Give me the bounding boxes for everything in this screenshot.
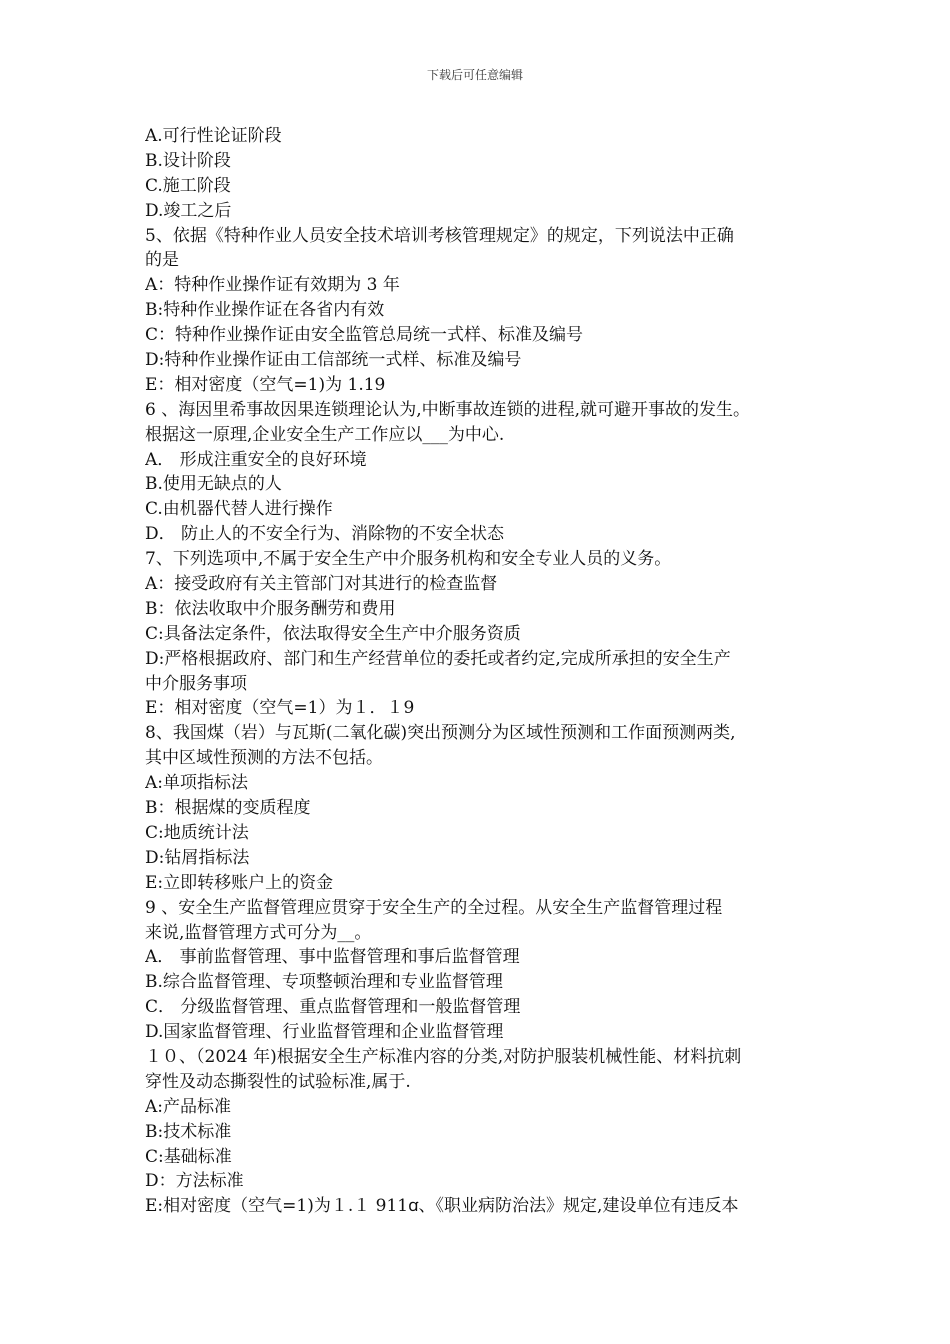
text-line: B：依法收取中介服务酬劳和费用 [145,598,396,619]
text-line: C.施工阶段 [145,175,231,196]
text-line: E：相对密度（空气=1)为 1.19 [145,374,386,395]
text-line: B.使用无缺点的人 [145,474,282,495]
text-line: 穿性及动态撕裂性的试验标准,属于. [145,1071,411,1092]
text-line: C． 分级监督管理、重点监督管理和一般监督管理 [145,997,521,1018]
text-line: 的是 [145,250,179,271]
text-line: 根据这一原理,企业安全生产工作应以___为中心. [145,424,505,445]
text-line: 中介服务事项 [145,673,247,694]
text-line: 来说,监督管理方式可分为__。 [145,922,372,943]
text-line: C.由机器代替人进行操作 [145,499,333,520]
text-line: B.综合监督管理、专项整顿治理和专业监督管理 [145,972,503,993]
text-line: E:相对密度（空气=1)为１.１ 911ꭤ、《职业病防治法》规定,建设单位有违反本 [145,1196,739,1217]
text-line: A：接受政府有关主管部门对其进行的检查监督 [145,574,498,595]
text-line: A:单项指标法 [145,773,249,794]
text-line: C：特种作业操作证由安全监管总局统一式样、标准及编号 [145,325,584,346]
text-line: 其中区域性预测的方法不包括。 [145,748,383,769]
text-line: A.可行性论证阶段 [145,126,282,146]
text-line: D． 防止人的不安全行为、消除物的不安全状态 [145,524,505,545]
text-line: A． 形成注重安全的良好环境 [145,449,367,470]
text-line: D:特种作业操作证由工信部统一式样、标准及编号 [145,350,522,371]
text-line: B：根据煤的变质程度 [145,798,311,819]
text-line: C:基础标准 [145,1146,232,1167]
text-line: 8、我国煤（岩）与瓦斯(二氧化碳)突出预测分为区域性预测和工作面预测两类, [145,723,736,744]
text-line: D.竣工之后 [145,200,232,221]
text-line: A：特种作业操作证有效期为 3 年 [145,275,400,296]
text-line: E：相对密度（空气=1）为１．１9 [145,698,415,719]
text-line: D.国家监督管理、行业监督管理和企业监督管理 [145,1022,504,1043]
text-line: A． 事前监督管理、事中监督管理和事后监督管理 [145,947,520,968]
text-line: １０、（2024 年)根据安全生产标准内容的分类,对防护服装机械性能、材料抗刺 [145,1046,742,1067]
text-line: 5、依据《特种作业人员安全技术培训考核管理规定》的规定，下列说法中正确 [145,225,734,246]
document-body [145,124,825,1219]
text-line: C:具备法定条件，依法取得安全生产中介服务资质 [145,623,521,644]
text-line: D：方法标准 [145,1171,244,1192]
text-line: C:地质统计法 [145,822,249,843]
text-line: E:立即转移账户上的资金 [145,872,334,893]
text-line: B.设计阶段 [145,150,231,171]
text-line: A:产品标准 [145,1096,232,1117]
text-line: 9 、安全生产监督管理应贯穿于安全生产的全过程。从安全生产监督管理过程 [145,897,723,918]
text-line: D:严格根据政府、部门和生产经营单位的委托或者约定,完成所承担的安全生产 [145,648,731,669]
text-line: B:特种作业操作证在各省内有效 [145,300,385,321]
page-header: 下载后可任意编辑 [426,68,523,82]
text-line: 7、下列选项中,不属于安全生产中介服务机构和安全专业人员的义务。 [145,549,672,570]
text-line: D:钻屑指标法 [145,847,250,868]
text-line: B:技术标准 [145,1121,232,1142]
text-line: 6 、海因里希事故因果连锁理论认为,中断事故连锁的进程,就可避开事故的发生。 [145,399,751,420]
